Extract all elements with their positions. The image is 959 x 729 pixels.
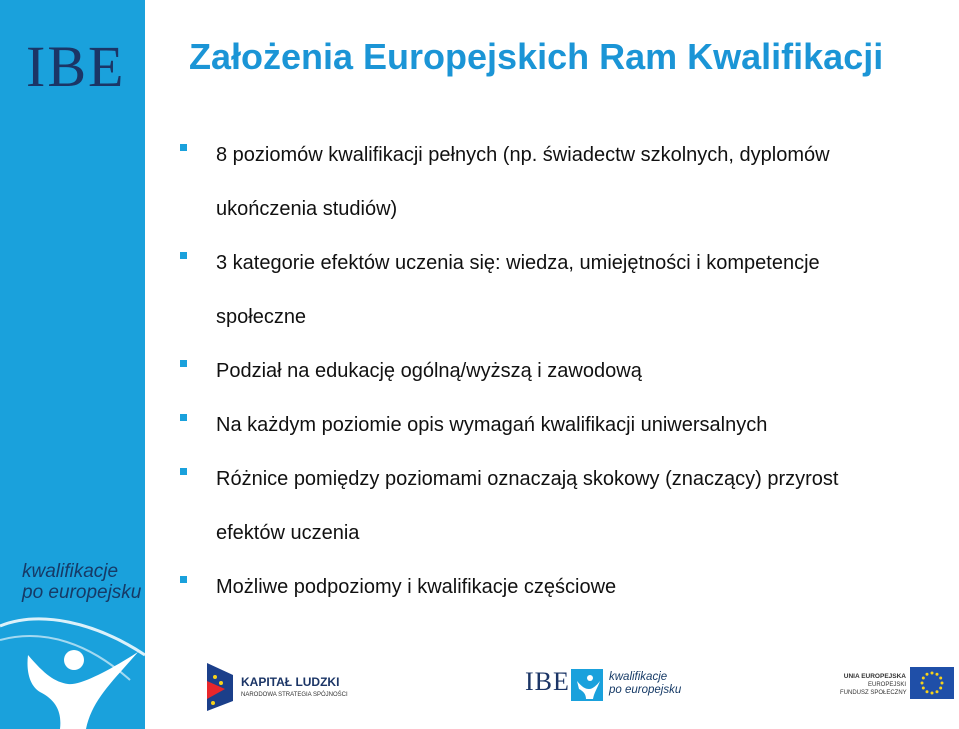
ibe-footer-brand xyxy=(609,671,681,697)
eu-text xyxy=(840,673,906,697)
bullet-line: ukończenia studiów) xyxy=(216,198,398,220)
sidebar xyxy=(0,0,145,729)
brand-line-1: kwalifikacje xyxy=(22,561,119,582)
bullet-line: społeczne xyxy=(216,306,307,328)
bullet-square-icon xyxy=(180,360,187,367)
bullet-line: Różnice pomiędzy poziomami oznaczają skokowy (znaczący) przyrost xyxy=(216,468,839,490)
eu-line-1: UNIA EUROPEJSKA xyxy=(843,673,906,680)
eu-line-3: FUNDUSZ SPOŁECZNY xyxy=(840,690,907,696)
bullet-square-icon xyxy=(180,252,187,259)
bullet-square-icon xyxy=(180,576,187,583)
bullet-square-icon xyxy=(180,414,187,421)
ibe-footer-figure-icon xyxy=(571,669,603,701)
slide-title: Założenia Europejskich Ram Kwalifikacji xyxy=(189,36,884,77)
bullet-line: 8 poziomów kwalifikacji pełnych (np. świadectw szkolnych, dyplomów xyxy=(216,144,830,166)
bullet-list xyxy=(180,128,950,614)
kapital-ludzki-icon xyxy=(203,661,237,711)
bullet-item xyxy=(180,398,950,452)
bullet-line: 3 kategorie efektów uczenia się: wiedza, umiejętności i kompetencje xyxy=(216,252,820,274)
bullet-item xyxy=(180,128,950,236)
bullet-square-icon xyxy=(180,468,187,475)
bullet-item xyxy=(180,560,950,614)
ibe-footer-text: IBE xyxy=(525,667,570,696)
bullet-square-icon xyxy=(180,144,187,151)
bullet-item xyxy=(180,452,950,560)
eu-flag-icon xyxy=(910,667,954,699)
kapital-subtitle: NARODOWA STRATEGIA SPÓJNOŚCI xyxy=(241,692,348,698)
kapital-ludzki-logo xyxy=(203,661,363,711)
bullet-line: Na każdym poziomie opis wymagań kwalifikacji uniwersalnych xyxy=(216,414,768,436)
ibe-footer-brand-line-2: po europejsku xyxy=(609,684,682,696)
bullet-item xyxy=(180,236,950,344)
eu-line-2: EUROPEJSKI xyxy=(867,682,906,688)
ibe-logo: IBE xyxy=(26,34,126,99)
bullet-item xyxy=(180,344,950,398)
bullet-line: Podział na edukację ogólną/wyższą i zawodową xyxy=(216,360,642,382)
ibe-footer-brand-line-1: kwalifikacje xyxy=(609,671,668,683)
brand-line-2: po europejsku xyxy=(22,582,142,603)
bullet-line: efektów uczenia xyxy=(216,522,360,544)
bullet-line: Możliwe podpoziomy i kwalifikacje częściowe xyxy=(216,576,617,598)
ibe-footer-logo xyxy=(525,663,682,707)
brand-text xyxy=(22,561,141,603)
kapital-title: KAPITAŁ LUDZKI xyxy=(241,675,340,689)
figure-decoration-icon xyxy=(0,600,145,729)
eu-logo xyxy=(840,667,956,705)
